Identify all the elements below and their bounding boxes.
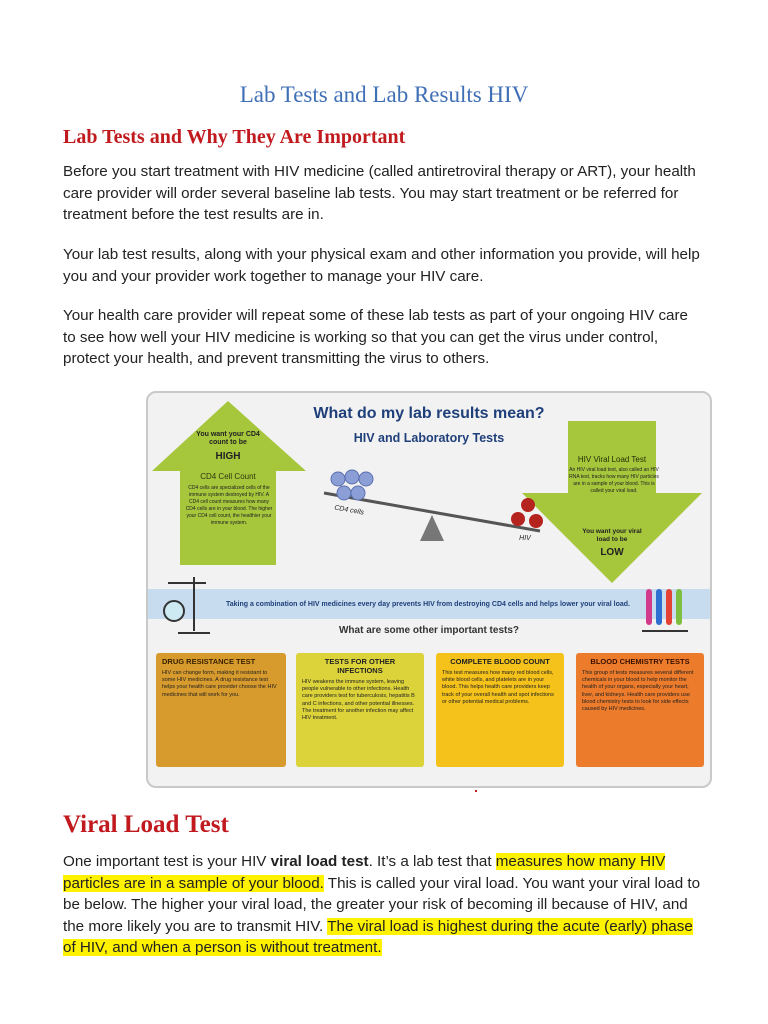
section-heading-viral-load: Viral Load Test <box>63 811 229 838</box>
highlighted-text: The viral load is highest during the acute (early) phase of HIV, and when a person is without treatment. <box>63 917 693 956</box>
box-title: COMPLETE BLOOD COUNT <box>450 657 550 666</box>
paragraph: Your health care provider will repeat some of these lab tests as part of your ongoing HIV care to see how well your HIV medicine is working so that you can get the virus under control, protect your health, and prevent transmitting the virus to others. <box>63 307 689 367</box>
box-body: HIV weakens the immune system, leaving people vulnerable to other infections. Health care providers test for tuberculosis, hepatitis B and C infections, and other potential illnesses. The treatment for another infection may affect HIV treatment. <box>302 679 415 722</box>
box-title: BLOOD CHEMISTRY TESTS <box>590 657 690 666</box>
other-tests-heading: What are some other important tests? <box>338 625 520 636</box>
text-span: This is called your viral load. You want your viral load to be below. The higher your viral load, the greater your risk of becoming ill because of HIV, and the more likely you are to transmit HIV. <box>63 874 701 935</box>
infographic-title: What do my lab results mean? <box>313 405 545 422</box>
cd4-up-arrow <box>152 401 306 565</box>
cd4-level-text: HIGH <box>215 451 241 462</box>
box-blood-chemistry <box>576 653 704 767</box>
box-title: DRUG RESISTANCE TEST <box>162 657 256 666</box>
lab-results-infographic <box>146 391 712 788</box>
seesaw-cd4-label: CD4 cells <box>333 504 365 517</box>
box-title: TESTS FOR OTHER INFECTIONS <box>324 657 396 675</box>
band-message: Taking a combination of HIV medicines every day prevents HIV from destroying CD4 cells and helps lower your viral load. <box>225 601 631 608</box>
bold-term: viral load test <box>270 853 369 870</box>
document-title: Lab Tests and Lab Results HIV <box>239 82 529 107</box>
viral-description: An HIV viral load test, also called an HIV RNA test, tracks how many HIV particles are in a sample of your blood. This is called your viral load. <box>569 467 659 494</box>
box-other-infections <box>296 653 424 767</box>
viral-load-paragraph <box>63 851 703 959</box>
box-drug-resistance <box>156 653 286 767</box>
infographic-subtitle: HIV and Laboratory Tests <box>353 431 505 445</box>
cd4-want-text: You want your CD4 count to be <box>196 431 260 446</box>
viral-test-name: HIV Viral Load Test <box>577 455 647 464</box>
paragraph: Your lab test results, along with your physical exam and other information you provide, will help you and your provider work together to manage your HIV care. <box>63 246 700 285</box>
text-span: One important test is your HIV <box>63 853 271 870</box>
viral-level-text: LOW <box>600 547 624 558</box>
viral-want-text: You want your viral load to be <box>582 528 642 543</box>
box-body: HIV can change form, making it resistant to some HIV medicines. A drug resistance test helps your health care provider choose the HIV medicines that will work for you. <box>162 670 277 698</box>
box-body: This group of tests measures several different chemicals in your blood to help monitor the health of your organs, especially your heart, liver, and kidneys. Health care providers use blood chemistry tests to look for side effects caused by HIV medicines. <box>582 670 694 713</box>
cd4-description: CD4 cells are specialized cells of the immune system destroyed by HIV. A CD4 cell count measures how many CD4 cells are in your blood. The higher your CD4 cell count, the healthier your immune system. <box>185 485 273 526</box>
section-heading-lab-tests: Lab Tests and Why They Are Important <box>63 126 406 148</box>
cd4-test-name: CD4 Cell Count <box>200 472 256 481</box>
highlighted-text: measures how many HIV particles are in a sample of your blood. <box>63 853 666 892</box>
viral-down-arrow <box>522 421 702 583</box>
box-body: This test measures how many red blood cells, white blood cells, and platelets are in your blood. This helps health care providers keep track of your overall health and spot infections or other potential medical problems. <box>442 670 554 705</box>
paragraph: Before you start treatment with HIV medicine (called antiretroviral therapy or ART), your health care provider will order several baseline lab tests. You may start treatment or be referred for treatment before the test results are in. <box>63 163 696 223</box>
cd4-cells-icon <box>331 470 373 500</box>
seesaw-fulcrum <box>420 515 444 541</box>
text-span: . It’s a lab test that <box>368 853 496 870</box>
decorative-dot <box>475 790 477 792</box>
box-complete-blood-count <box>436 653 564 767</box>
seesaw-hiv-label: HIV <box>519 535 531 542</box>
